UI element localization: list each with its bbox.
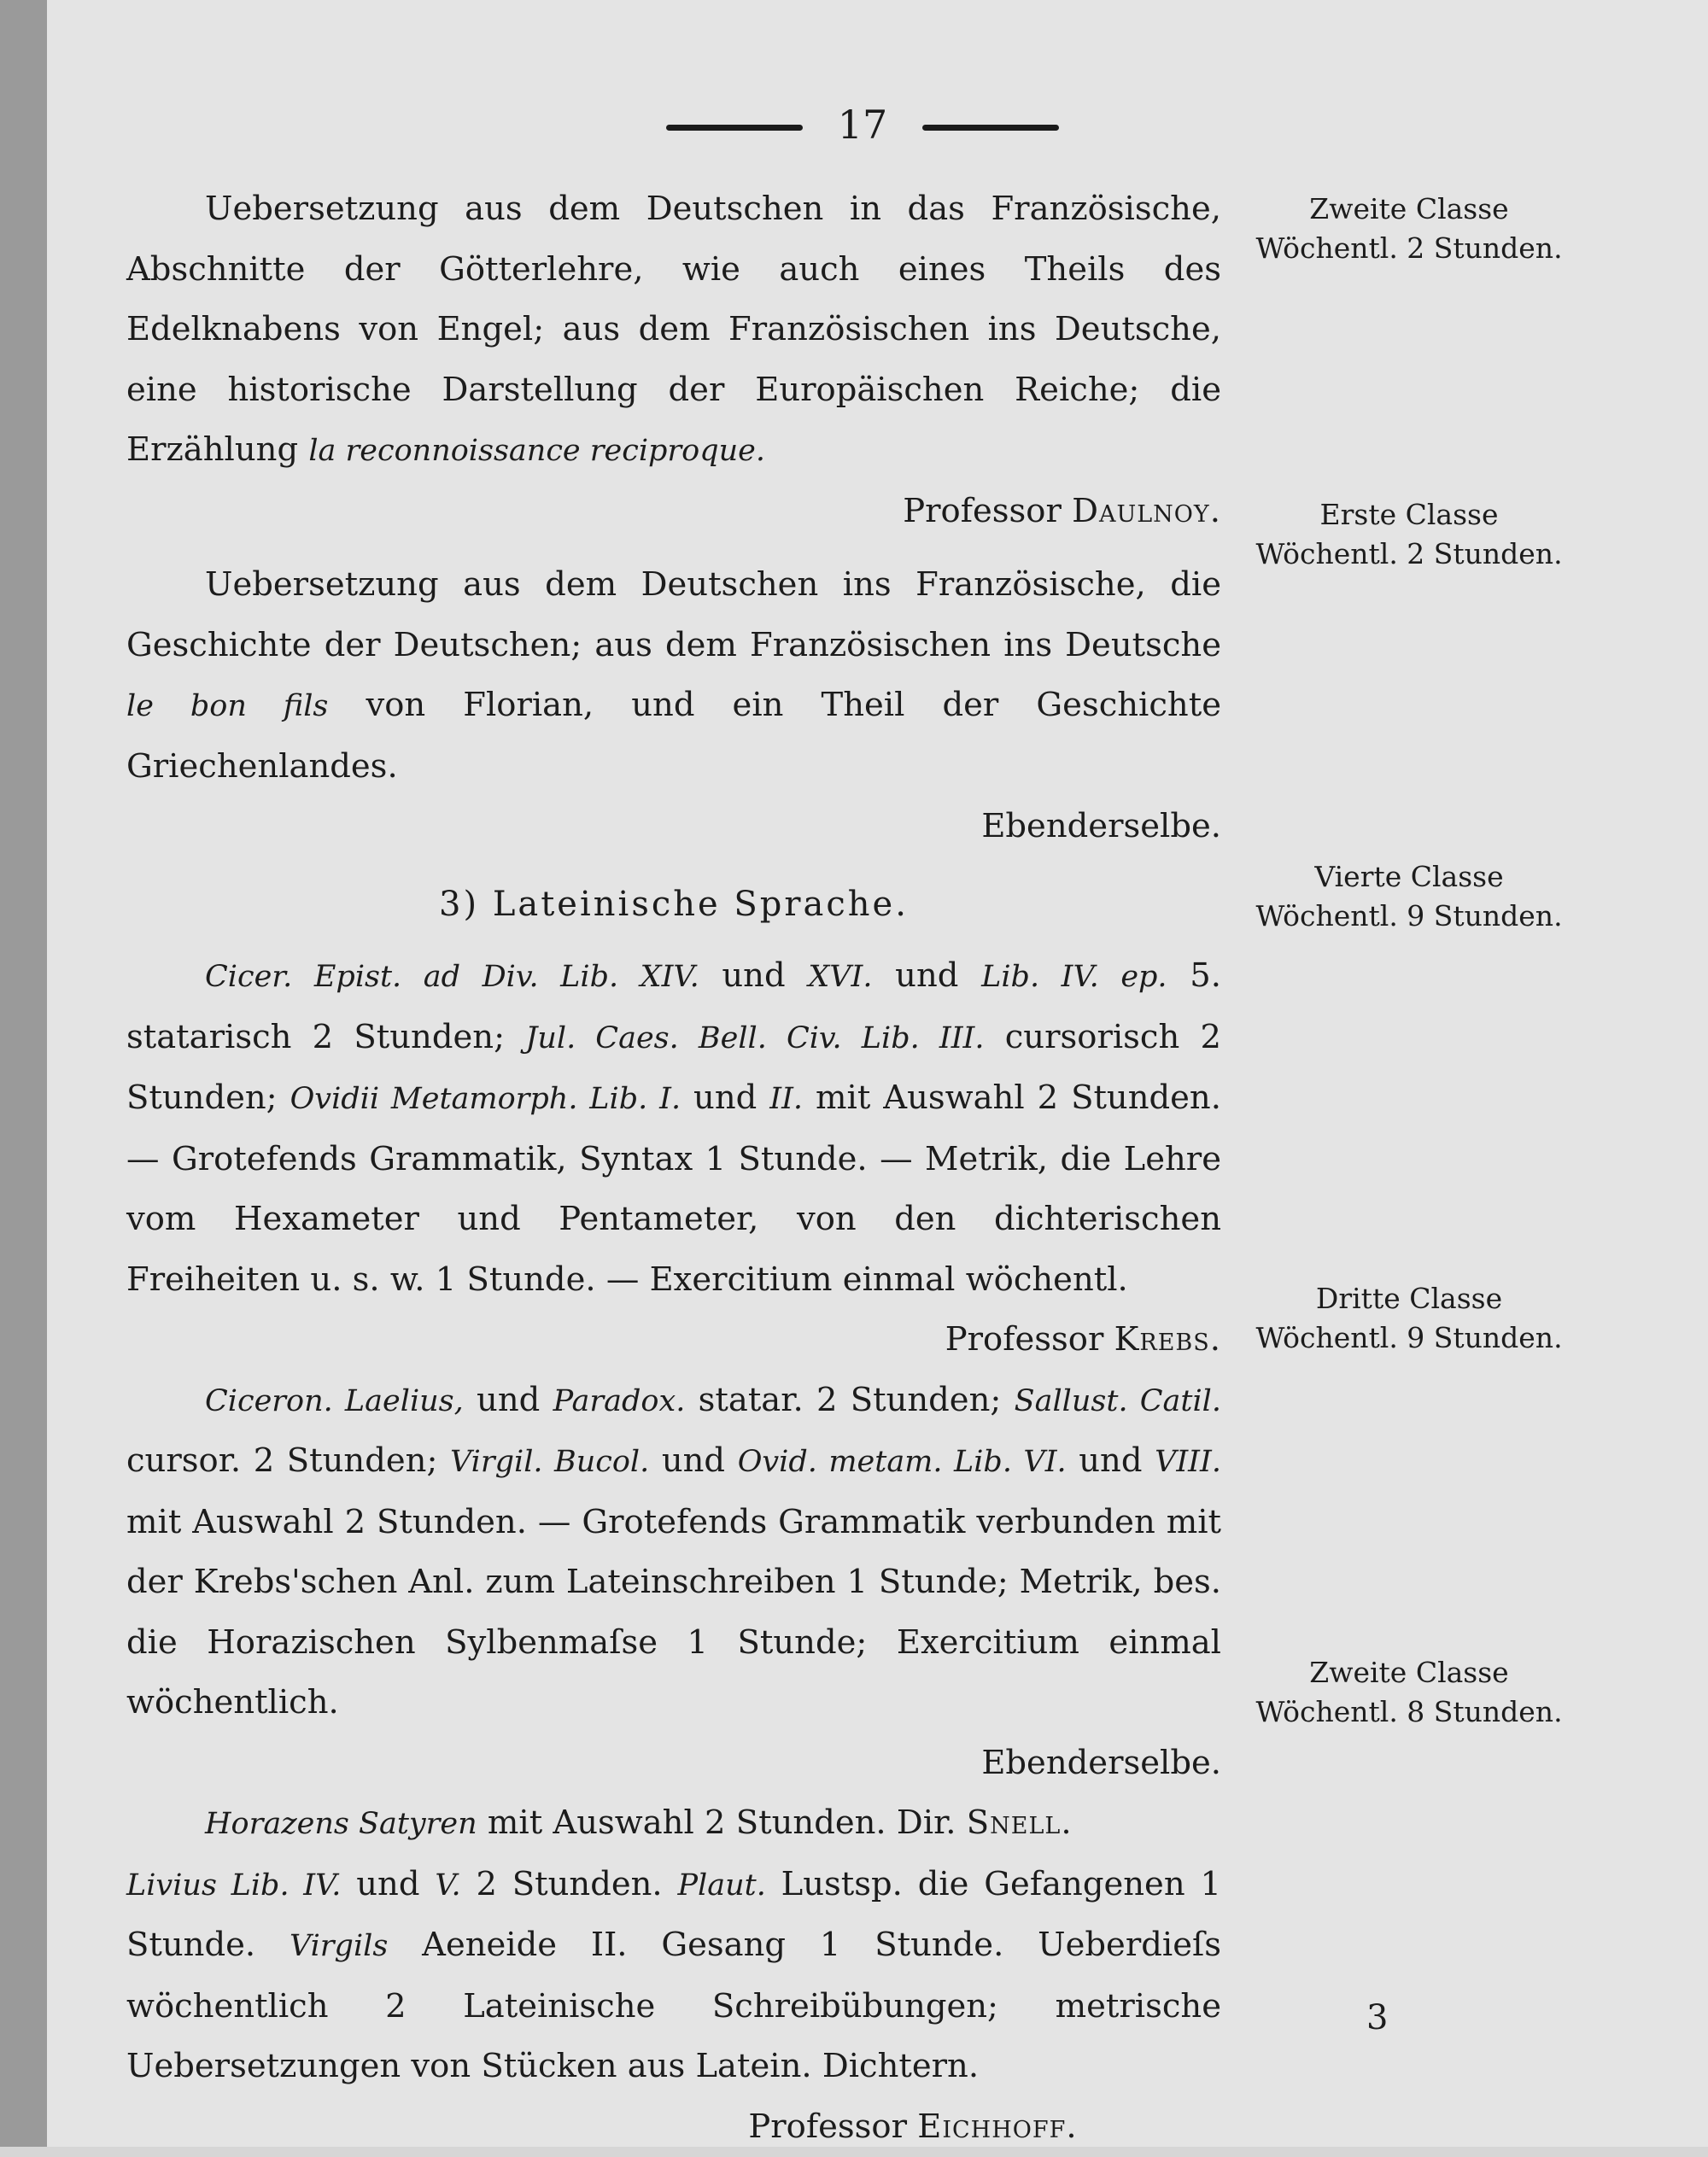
teacher-name: Krebs. — [1114, 1320, 1221, 1359]
latin-paragraph-2 — [126, 1371, 1221, 1733]
italic-ref: Paradox. — [553, 1384, 686, 1418]
italic-ref: Virgil. Bucol. — [450, 1445, 649, 1479]
teacher-prefix: Professor — [945, 1320, 1104, 1359]
side-note-hours: Wöchentl. 9 Stunden. — [1230, 897, 1588, 936]
paragraph-text: Uebersetzung aus dem Deutschen in das Französische, Abschnitte der Götterlehre, wie auch eines Theils des Edelknabens von Engel; aus dem Französischen ins Deutsche, eine historische Darstellung der Europäischen Reiche; die Erzählung — [126, 190, 1221, 469]
section-title-latin: 3) Lateinische Sprache. — [126, 874, 1221, 935]
italic-ref: XVI. — [808, 960, 872, 994]
italic-ref: VIII. — [1155, 1445, 1221, 1479]
teacher-name: Daulnoy. — [1072, 492, 1221, 530]
teacher-signature — [126, 2097, 1221, 2157]
italic-ref: Ovid. metam. Lib. VI. — [738, 1445, 1067, 1479]
signature-mark: 3 — [1366, 1998, 1388, 2037]
side-note — [1230, 495, 1588, 574]
teacher-signature: Ebenderselbe. — [126, 797, 1221, 857]
italic-title: le bon fils — [126, 689, 328, 723]
teacher-signature — [126, 1310, 1221, 1371]
italic-ref: Plaut. — [678, 1868, 766, 1903]
teacher-signature: Ebenderselbe. — [126, 1733, 1221, 1794]
french-paragraph-2 — [126, 555, 1221, 797]
italic-ref: Horazens Satyren — [205, 1807, 477, 1841]
side-note — [1230, 857, 1588, 936]
latin-paragraph-4 — [126, 1855, 1221, 2097]
paragraph-text: und — [895, 956, 958, 995]
teacher-signature — [126, 482, 1221, 542]
paragraph-text: und — [477, 1381, 540, 1419]
paragraph-text: und — [1079, 1441, 1142, 1480]
latin-paragraph-3 — [126, 1793, 1221, 1855]
italic-ref: Sallust. Catil. — [1015, 1384, 1221, 1418]
italic-ref: Jul. Caes. Bell. Civ. Lib. III. — [525, 1021, 984, 1055]
paragraph-text: und — [662, 1441, 725, 1480]
italic-ref: Ovidii Metamorph. Lib. I. — [290, 1082, 681, 1116]
paragraph-text: statar. 2 Stunden; — [699, 1381, 1002, 1419]
side-note-class: Dritte Classe — [1230, 1279, 1588, 1318]
italic-ref: Livius Lib. IV. — [126, 1868, 341, 1903]
latin-paragraph-1 — [126, 946, 1221, 1310]
side-note-class: Vierte Classe — [1230, 857, 1588, 897]
teacher-prefix: Dir. — [897, 1803, 956, 1842]
paragraph-text: und — [722, 956, 785, 995]
side-note — [1230, 190, 1588, 268]
page-header — [649, 96, 1076, 155]
italic-ref: Lib. IV. ep. — [981, 960, 1167, 994]
paragraph-text: Aeneide II. Gesang 1 Stunde. Ueberdieſs wöchentlich 2 Lateinische Schreibübungen; metrische Uebersetzungen von Stücken aus Latein. Dichtern. — [126, 1926, 1221, 2085]
italic-ref: II. — [769, 1082, 803, 1116]
side-note-hours: Wöchentl. 8 Stunden. — [1230, 1692, 1588, 1732]
side-note — [1230, 1653, 1588, 1732]
page-number: 17 — [649, 99, 1076, 150]
italic-title: la reconnoissance reciproque. — [308, 434, 765, 468]
teacher-name: Snell. — [967, 1803, 1073, 1842]
side-note-hours: Wöchentl. 9 Stunden. — [1230, 1318, 1588, 1358]
italic-ref: Cicer. Epist. ad Div. Lib. XIV. — [205, 960, 699, 994]
paragraph-text: und — [356, 1865, 419, 1903]
side-note-class: Zweite Classe — [1230, 190, 1588, 229]
italic-ref: V. — [435, 1868, 460, 1903]
french-paragraph-1 — [126, 179, 1221, 482]
side-note-class: Zweite Classe — [1230, 1653, 1588, 1692]
italic-ref: Ciceron. Laelius, — [205, 1384, 464, 1418]
teacher-prefix: Professor — [748, 2107, 907, 2146]
side-note — [1230, 1279, 1588, 1358]
paragraph-text: cursorisch 2 Stunden; — [126, 1018, 1221, 1118]
side-note-hours: Wöchentl. 2 Stunden. — [1230, 229, 1588, 268]
paragraph-text: mit Auswahl 2 Stunden. — Grotefends Grammatik verbunden mit der Krebs'schen Anl. zum Lateinschreiben 1 Stunde; Metrik, bes. die Horazischen Sylbenmaſse 1 Stunde; Exercitium einmal wöchentlich. — [126, 1503, 1221, 1722]
paragraph-text: mit Auswahl 2 Stunden. — Grotefends Grammatik, Syntax 1 Stunde. — Metrik, die Lehre vom Hexameter und Pentameter, von den dichterischen Freiheiten u. s. w. 1 Stunde. — Exercitium einmal wöchentl. — [126, 1078, 1221, 1299]
paragraph-text: mit Auswahl 2 Stunden. — [488, 1803, 886, 1842]
paragraph-text: und — [693, 1078, 757, 1117]
teacher-prefix: Professor — [903, 492, 1062, 530]
paragraph-text: Uebersetzung aus dem Deutschen ins Französische, die Geschichte der Deutschen; aus dem Französischen ins Deutsche — [126, 565, 1221, 664]
paragraph-text: von Florian, und ein Theil der Geschichte Griechenlandes. — [126, 686, 1221, 786]
paragraph-text: 5. statarisch 2 Stunden; — [126, 956, 1221, 1056]
paragraph-text: cursor. 2 Stunden; — [126, 1441, 437, 1480]
header-ornament-right — [922, 125, 1059, 131]
italic-ref: Virgils — [290, 1929, 388, 1963]
side-note-class: Erste Classe — [1230, 495, 1588, 535]
side-note-hours: Wöchentl. 2 Stunden. — [1230, 535, 1588, 574]
book-spine — [0, 0, 47, 2147]
paragraph-text: Lustsp. die Gefangenen 1 Stunde. — [126, 1865, 1221, 1965]
main-text — [126, 179, 1221, 2157]
paragraph-text: 2 Stunden. — [476, 1865, 662, 1903]
teacher-name: Eichhoff. — [917, 2107, 1077, 2146]
